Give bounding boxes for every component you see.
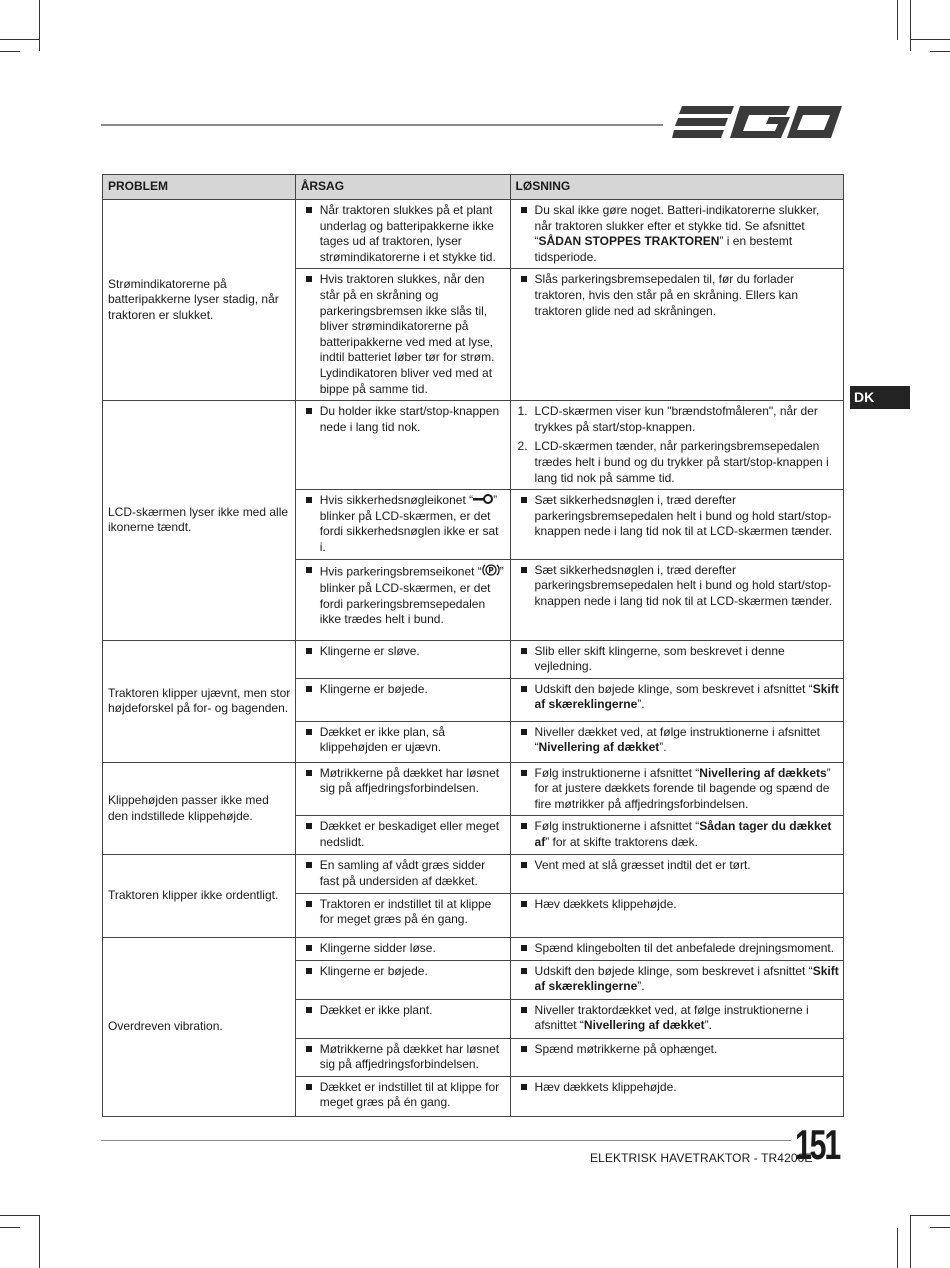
ego-logo	[672, 100, 844, 146]
solution-item: Du skal ikke gøre noget. Batteri-indikatorerne slukker, når traktoren slukker efter et stykke tid. Se afsnittet “SÅDAN STOPPES TRAKTOREN” i en bestemt tidsperiode.	[516, 203, 839, 265]
cause-item: Når traktoren slukkes på et plant underlag og batteripakkerne ikke tages ud af traktoren, lyser strømindikatorerne i et stykke tid.	[301, 203, 506, 265]
problem-cell: Strømindikatorerne på batteripakkerne lyser stadig, når traktoren er slukket.	[103, 200, 296, 401]
cause-item: Hvis sikkerhedsnøgleikonet “ ” blinker på LCD-skærmen, er det fordi sikkerhedsnøglen ikke er sat i.	[301, 493, 506, 555]
solution-item: Hæv dækkets klippehøjde.	[516, 1080, 839, 1096]
solution-item: Vent med at slå græsset indtil det er tørt.	[516, 858, 839, 874]
table-row	[103, 937, 844, 960]
cause-item: Dækket er ikke plan, så klippehøjden er ujævn.	[301, 725, 506, 756]
cause-item: Du holder ikke start/stop-knappen nede i lang tid nok.	[301, 404, 506, 435]
svg-text:P: P	[488, 565, 494, 575]
solution-item: Spænd møtrikkerne på ophænget.	[516, 1042, 839, 1058]
header-cause: ÅRSAG	[295, 175, 510, 200]
solution-item: Sæt sikkerhedsnøglen i, træd derefter parkeringsbremsepedalen helt i bund og hold start/stop-knappen nede i lang tid nok til at LCD-skærmen tænder.	[516, 493, 839, 540]
solution-step: 2. LCD-skærmen tænder, når parkeringsbremsepedalen trædes helt i bund og du trykker på start/stop-knappen i lang tid nok på samme tid.	[517, 439, 829, 485]
cause-item: Hvis parkeringsbremseikonet “ P ” blinker på LCD-skærmen, er det fordi parkeringsbremsepedalen ikke trædes helt i bund.	[301, 563, 506, 628]
solution-item: Følg instruktionerne i afsnittet “Nivellering af dækkets” for at justere dækkets forende til bagende og spænd de fire møtrikker på affjedringsforbindelsen.	[516, 766, 839, 813]
solution-step: 1. LCD-skærmen viser kun "brændstofmåleren", når der trykkes på start/stop-knappen.	[517, 404, 818, 434]
cause-item: Klingerne er bøjede.	[301, 964, 506, 980]
cause-item: En samling af vådt græs sidder fast på undersiden af dækket.	[301, 858, 506, 889]
parking-brake-icon	[482, 563, 500, 582]
solution-item: Spænd klingebolten til det anbefalede drejningsmoment.	[516, 941, 839, 957]
safety-key-icon	[473, 493, 493, 509]
solution-item: Niveller traktordækket ved, at følge instruktionerne i afsnittet “Nivellering af dækket”.	[516, 1003, 839, 1034]
solution-item: Udskift den bøjede klinge, som beskrevet i afsnittet “Skift af skæreklingerne”.	[516, 964, 839, 995]
problem-cell: Klippehøjden passer ikke med den indstillede klippehøjde.	[103, 762, 296, 855]
header-solution: LØSNING	[510, 175, 843, 200]
cause-item: Møtrikkerne på dækket har løsnet sig på affjedringsforbindelsen.	[301, 1042, 506, 1073]
solution-item: Slib eller skift klingerne, som beskrevet i denne vejledning.	[516, 644, 839, 675]
cause-item: Traktoren er indstillet til at klippe for meget græs på én gang.	[301, 897, 506, 928]
solution-item: Sæt sikkerhedsnøglen i, træd derefter parkeringsbremsepedalen helt i bund og hold start/stop-knappen nede i lang tid nok til at LCD-skærmen tænder.	[516, 563, 839, 610]
language-tab-dk: DK	[850, 386, 910, 409]
problem-cell: Traktoren klipper ujævnt, men stor højdeforskel på for- og bagenden.	[103, 640, 296, 762]
cause-item: Klingerne er sløve.	[301, 644, 506, 660]
problem-cell: LCD-skærmen lyser ikke med alle ikonerne tændt.	[103, 401, 296, 640]
header-rule	[101, 124, 663, 126]
table-row	[103, 401, 844, 490]
solution-item: Udskift den bøjede klinge, som beskrevet i afsnittet “Skift af skæreklingerne”.	[516, 682, 839, 713]
page-number: 151	[795, 1121, 839, 1168]
table-row	[103, 200, 844, 269]
table-row	[103, 640, 844, 678]
cause-item: Dækket er ikke plant.	[301, 1003, 506, 1019]
solution-item: Niveller dækket ved, at følge instruktionerne i afsnittet “Nivellering af dækket”.	[516, 725, 839, 756]
cause-item: Hvis traktoren slukkes, når den står på en skråning og parkeringsbremsen ikke slås til, bliver strømindikatorerne på batteripakkerne ved med at lyse, indtil batteriet løber tør for strøm. Lydindikatoren bliver ved med at bippe på samme tid.	[301, 272, 506, 397]
solution-item: Slås parkeringsbremsepedalen til, før du forlader traktoren, hvis den står på en skråning. Ellers kan traktoren glide ned ad skråningen.	[516, 272, 839, 319]
cause-item: Klingerne sidder løse.	[301, 941, 506, 957]
cause-item: Dækket er indstillet til at klippe for meget græs på én gang.	[301, 1080, 506, 1111]
solution-item: Hæv dækkets klippehøjde.	[516, 897, 839, 913]
header-problem: PROBLEM	[103, 175, 296, 200]
table-row	[103, 855, 844, 893]
problem-cell: Traktoren klipper ikke ordentligt.	[103, 855, 296, 937]
troubleshooting-table	[102, 174, 844, 1117]
cause-item: Dækket er beskadiget eller meget nedslidt.	[301, 819, 506, 850]
footer-rule	[101, 1140, 791, 1141]
problem-cell: Overdreven vibration.	[103, 937, 296, 1116]
cause-item: Møtrikkerne på dækket har løsnet sig på affjedringsforbindelsen.	[301, 766, 506, 797]
table-header-row	[103, 175, 844, 200]
solution-item: Følg instruktionerne i afsnittet “Sådan tager du dækket af” for at skifte traktorens dæk.	[516, 819, 839, 850]
cause-item: Klingerne er bøjede.	[301, 682, 506, 698]
footer-doc-title: ELEKTRISK HAVETRAKTOR - TR4200E	[590, 1151, 813, 1165]
table-row	[103, 762, 844, 816]
